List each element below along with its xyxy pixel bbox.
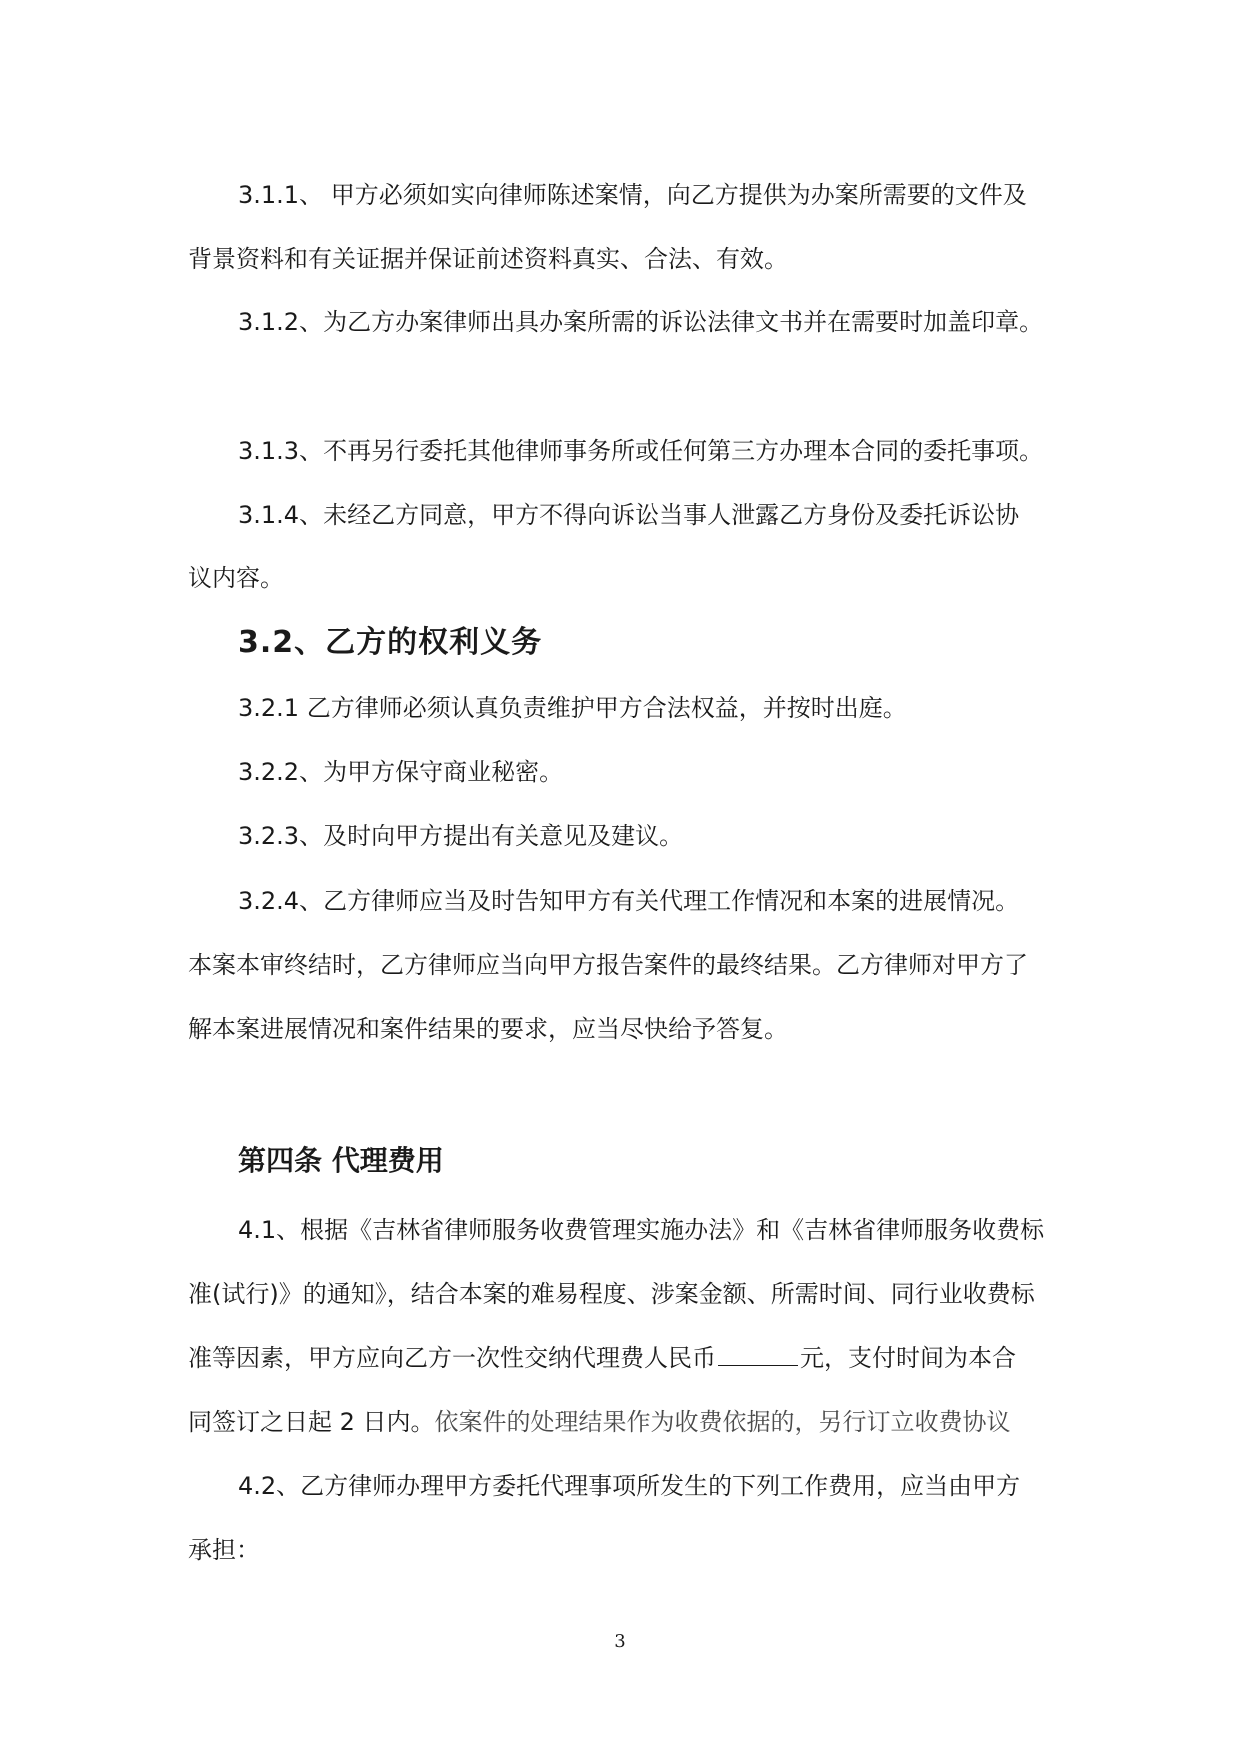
clause-3-1-1-line-2: 背景资料和有关证据并保证前述资料真实、合法、有效。	[188, 245, 788, 273]
clause-4-1-line-4-end: 依案件的处理结果作为收费依据的，另行订立收费协议	[434, 1408, 1011, 1436]
clause-3-1-3: 3.1.3、不再另行委托其他律师事务所或任何第三方办理本合同的委托事项。	[238, 437, 1044, 465]
clause-3-1-4-line-2: 议内容。	[188, 564, 284, 592]
clause-4-1-line-3-start: 准等因素，甲方应向乙方一次性交纳代理费人民币	[188, 1344, 716, 1372]
clause-3-2-3: 3.2.3、及时向甲方提出有关意见及建议。	[238, 822, 684, 850]
clause-4-1-line-1: 4.1、根据《吉林省律师服务收费管理实施办法》和《吉林省律师服务收费标	[238, 1216, 1045, 1244]
clause-4-1-line-2: 准(试行)》的通知》，结合本案的难易程度、涉案金额、所需时间、同行业收费标	[188, 1280, 1035, 1308]
fee-amount-blank	[718, 1343, 798, 1366]
clause-3-1-2: 3.1.2、为乙方办案律师出具办案所需的诉讼法律文书并在需要时加盖印章。	[238, 308, 1044, 336]
article-four-heading: 第四条 代理费用	[238, 1144, 444, 1177]
clause-3-2-4-line-2: 本案本审终结时，乙方律师应当向甲方报告案件的最终结果。乙方律师对甲方了	[188, 951, 1028, 979]
clause-3-2-1: 3.2.1 乙方律师必须认真负责维护甲方合法权益，并按时出庭。	[238, 694, 907, 722]
clause-4-1-line-4	[188, 1407, 1011, 1437]
page-number: 3	[614, 1631, 626, 1652]
clause-4-1-line-4-start: 同签订之日起 2 日内。	[188, 1408, 435, 1436]
section-heading-3-2: 3.2、乙方的权利义务	[238, 625, 543, 660]
clause-3-2-4-line-1: 3.2.4、乙方律师应当及时告知甲方有关代理工作情况和本案的进展情况。	[238, 887, 1020, 915]
clause-3-1-1-line-1: 3.1.1、 甲方必须如实向律师陈述案情，向乙方提供为办案所需要的文件及	[238, 181, 1027, 209]
clause-3-2-4-line-3: 解本案进展情况和案件结果的要求，应当尽快给予答复。	[188, 1015, 788, 1043]
clause-3-2-2: 3.2.2、为甲方保守商业秘密。	[238, 758, 564, 786]
clause-3-1-4-line-1: 3.1.4、未经乙方同意，甲方不得向诉讼当事人泄露乙方身份及委托诉讼协	[238, 501, 1020, 529]
clause-4-2-line-1: 4.2、乙方律师办理甲方委托代理事项所发生的下列工作费用，应当由甲方	[238, 1472, 1021, 1500]
clause-4-1-line-3	[188, 1343, 1016, 1373]
clause-4-1-line-3-end: 元，支付时间为本合	[800, 1344, 1016, 1372]
clause-4-2-line-2: 承担：	[188, 1536, 260, 1564]
